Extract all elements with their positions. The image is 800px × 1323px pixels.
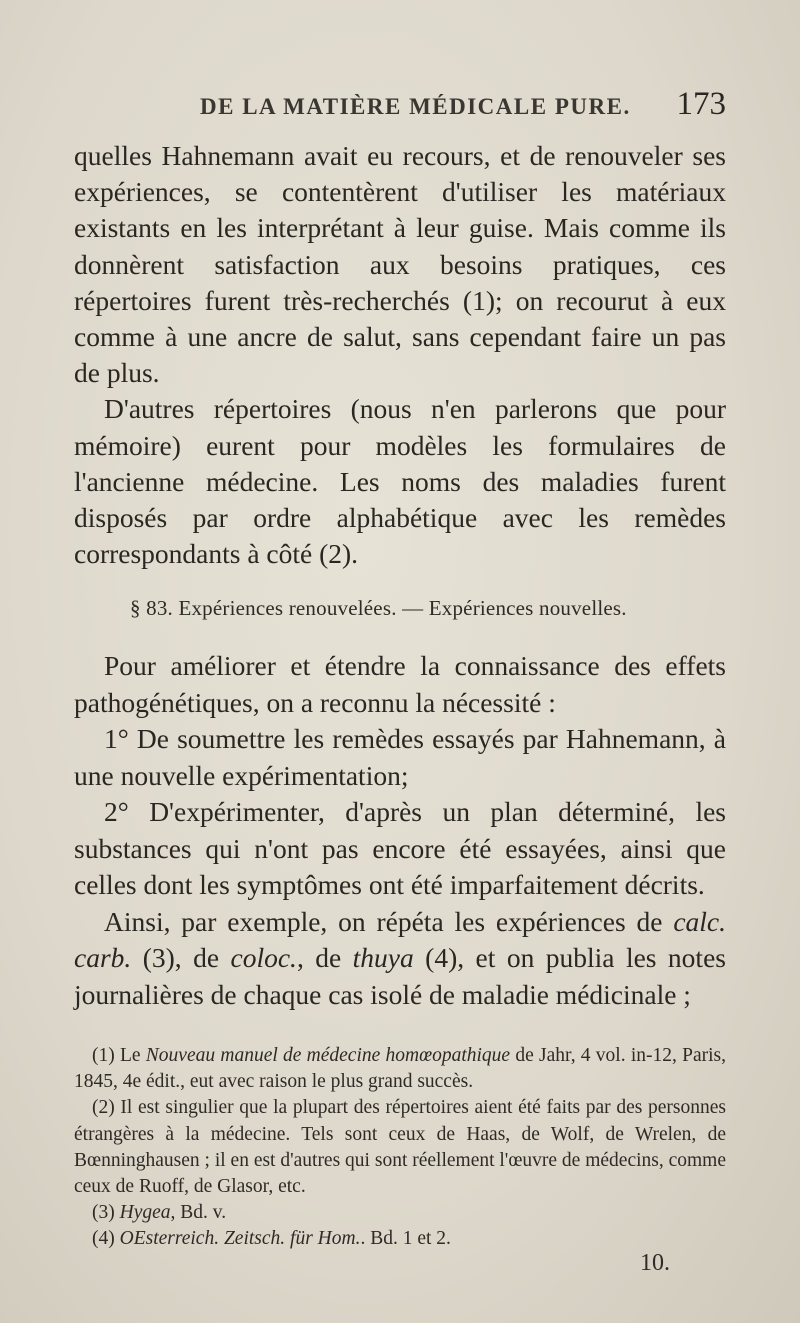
section-heading: § 83. Expériences renouvelées. — Expériences nouvelles. (130, 596, 627, 620)
text-run: (4) (92, 1228, 120, 1250)
text-run: , de (296, 942, 353, 973)
paragraph-item-2: 2° D'expérimenter, d'après un plan déterminé, les substances qui n'ont pas encore été essayées, ainsi que celles dont les symptômes ont été imparfaitement décrits. (74, 796, 726, 900)
footnote-4 (74, 1226, 726, 1252)
remedy-name: calc. carb. (74, 905, 726, 973)
book-title: Nouveau manuel de médecine homœopathique (145, 1045, 511, 1066)
paragraph-intro: Pour améliorer et étendre la connaissance des effets pathogénétiques, on a reconnu la nécessité : (74, 650, 726, 718)
text-run: . Bd. 1 et 2. (360, 1228, 451, 1250)
text-run: (3) (92, 1202, 120, 1224)
paragraph-repertoires: D'autres répertoires (nous n'en parlerons que pour mémoire) eurent pour modèles les formulaires de l'ancienne médecine. Les noms des maladies furent disposés par ordre alphabétique avec les remèdes correspondants à côté (2). (74, 393, 726, 570)
body-text-section (74, 648, 726, 1013)
footnote-1 (74, 1043, 726, 1095)
paragraph-item-1: 1° De soumettre les remèdes essayés par Hahnemann, à une nouvelle expérimentation; (74, 723, 726, 791)
running-title: DE LA MATIÈRE MÉDICALE PURE. (200, 94, 631, 119)
text-run: Ainsi, par exemple, on répéta les expériences de (104, 905, 674, 937)
page-number: 173 (676, 86, 726, 122)
signature-mark: 10. (640, 1250, 670, 1276)
text-run: , Bd. v. (170, 1202, 227, 1224)
remedy-name: coloc. (230, 942, 297, 973)
journal-title: OEsterreich. Zeitsch. für Hom. (119, 1228, 361, 1250)
paragraph-continuation: quelles Hahnemann avait eu recours, et de renouveler ses expériences, se contentèrent d'utiliser les matériaux existants en les interprétant à leur guise. Mais comme ils donnèrent satisfaction aux besoins pratiques, ces répertoires furent très-recherchés (1); on recourut à eux comme à une ancre de salut, sans cependant faire un pas de plus. (74, 140, 726, 389)
page-header (200, 86, 726, 123)
text-run: (4), et on publia les notes journalières de chaque cas isolé de maladie médicinale ; (74, 942, 726, 1010)
text-run: (1) Le (92, 1045, 146, 1066)
text-run: de Jahr, 4 vol. in-12, Paris, 1845, 4e édit., eut avec raison le plus grand succès. (74, 1045, 726, 1093)
body-text-top (74, 138, 726, 572)
text-run: (3), de (131, 942, 231, 973)
paragraph-example (74, 904, 726, 1014)
footnotes (74, 1043, 726, 1253)
journal-title: Hygea (119, 1202, 171, 1224)
remedy-name: thuya (352, 942, 414, 973)
footnote-2: (2) Il est singulier que la plupart des répertoires aient été faits par des personnes étrangères à la médecine. Tels sont ceux de Haas, de Wolf, de Wrelen, de Bœnninghausen ; il en est d'autres qui sont réellement l'œuvre de médecins, comme ceux de Ruoff, de Glasor, etc. (74, 1097, 726, 1198)
footnote-3 (74, 1200, 726, 1226)
